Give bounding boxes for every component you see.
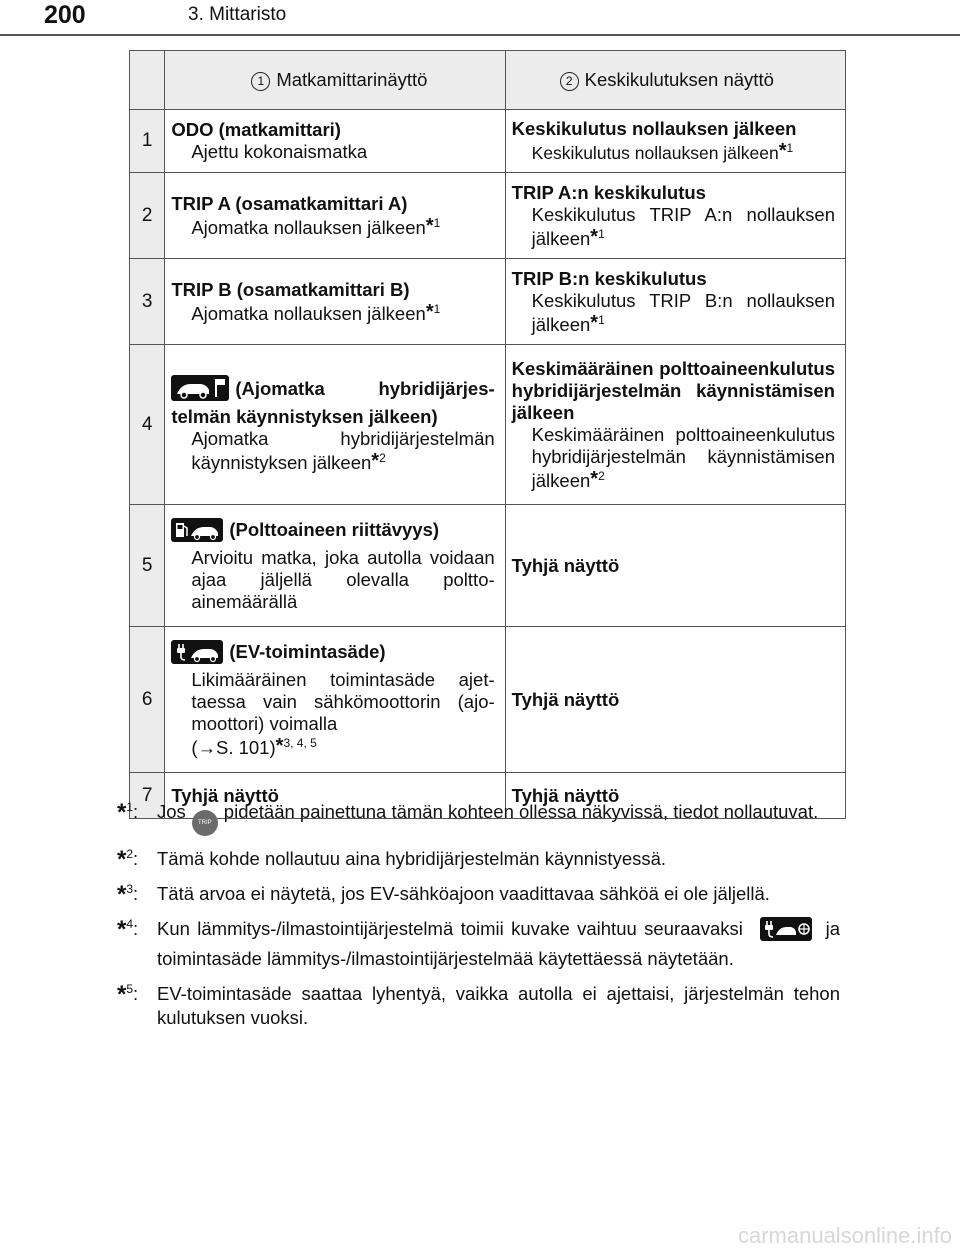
row-number: 7 (130, 773, 165, 819)
table-row (130, 173, 846, 259)
table-header-row (130, 51, 846, 110)
cell-title: Tyhjä näyttö (511, 554, 620, 576)
footnotes (117, 800, 840, 1041)
footnote-text: pidetään painettuna tämän kohteen ollessa näkyvissä, tiedot nollautuvat. (223, 801, 819, 822)
row-cell-b (505, 505, 845, 627)
footnote-ref: 2 (379, 450, 386, 465)
row-cell-b: Keskimääräinen polttoaineenkulutus hybridijärjestelmän käynnistämisen jälkeen Keskimääräinen polttoaineenkulutus hybridijärjestelmän käynnistämisen jälkeen*$^2$ (505, 345, 845, 505)
fuel-range-icon (171, 518, 223, 547)
row-number: 5 (130, 505, 165, 627)
footnote: *$^3$: Tätä arvoa ei näytetä, jos EV-sähköajoon vaadittavaa sähköä ei ole jäljellä. (117, 881, 770, 908)
cell-title: TRIP A:n keskikulutus (511, 181, 706, 203)
cell-title: Keskimääräinen polttoaineenkulutus hybridijärjestelmän käynnistämisen jälkeen (511, 357, 835, 423)
cell-title: (Ajomatka hybridijärjestelmän käynnistyksen jälkeen) (171, 378, 495, 427)
cell-title: TRIP A (osamatkamittari A) (171, 192, 408, 214)
display-table (129, 50, 846, 819)
cell-title: Tyhjä näyttö (511, 784, 620, 806)
hybrid-trip-icon (171, 375, 229, 406)
footnote-mark: 3 (126, 881, 134, 896)
header-empty-cell (130, 51, 165, 110)
cell-title: TRIP B (osamatkamittari B) (171, 278, 410, 300)
cell-desc: Ajomatka hybridijärjestelmän käynnistyksen jälkeen (191, 428, 495, 473)
section-title: 3. Mittaristo (188, 4, 287, 25)
page-number: 200 (44, 1, 86, 29)
row-cell-a: (EV-toimintasäde) Likimääräinen toimintasäde ajettaessa vain sähkömoottorin (ajomoottori) voimalla (→S. 101)*$^{3, 4, 5}$ (165, 627, 505, 773)
row-cell-a: TRIP B (osamatkamittari B) Ajomatka nollauksen jälkeen*$^1$ (165, 259, 505, 345)
header-rule (0, 34, 960, 36)
row-cell-a: (Ajomatka hybridijärjestelmän käynnistyksen jälkeen) Ajomatka hybridijärjestelmän käynnistyksen jälkeen*$^2$ (165, 345, 505, 505)
watermark: carmanualsonline.info (737, 1223, 952, 1248)
footnote-text: Tämä kohde nollautuu aina hybridijärjestelmän käynnistyessä. (157, 848, 667, 869)
row-cell-b: TRIP A:n keskikulutus Keskikulutus TRIP A:n nollauksen jälkeen*$^1$ (505, 173, 845, 259)
table-row (130, 345, 846, 505)
footnote-ref: 2 (598, 468, 605, 483)
row-number: 2 (130, 173, 165, 259)
footnote-ref: 1 (786, 141, 794, 156)
row-cell-b (505, 627, 845, 773)
cell-title: TRIP B:n keskikulutus (511, 267, 707, 289)
footnote-text: Jos (157, 801, 186, 822)
table-row (130, 110, 846, 173)
footnote-mark: 5 (126, 981, 134, 996)
header-col1 (165, 51, 505, 110)
footnote-ref: 1 (598, 226, 605, 241)
footnote: *$^2$: Tämä kohde nollautuu aina hybridijärjestelmän käynnistyessä. (117, 846, 667, 873)
footnote-ref: 1 (433, 215, 441, 230)
cell-title: (Polttoaineen riittävyys) (229, 519, 440, 540)
row-number: 3 (130, 259, 165, 345)
table-row (130, 505, 846, 627)
footnote-ref: 1 (433, 301, 441, 316)
cell-title: ODO (matkamittari) (171, 119, 341, 140)
circle-number: 1 (251, 72, 270, 91)
footnote-mark: 2 (126, 846, 134, 861)
footnote: *$^5$: EV-toimintasäde saattaa lyhentyä, vaikka autolla ei ajettaisi, järjestelmän tehon kulutuksen vuoksi. (117, 981, 840, 1028)
footnote-text: EV-toimintasäde saattaa lyhentyä, vaikka autolla ei ajettaisi, järjestelmän tehon kulutuksen vuoksi. (157, 983, 840, 1028)
ev-range-ac-icon (760, 917, 812, 947)
cell-desc: Likimääräinen toimintasäde ajettaessa vain sähkömoottorin (ajomoottori) voimalla (191, 669, 495, 734)
col1-label: Matkamittarinäyttö (276, 69, 428, 90)
circle-number: 2 (560, 72, 579, 91)
footnote-mark: 4 (126, 916, 134, 931)
ev-range-icon (171, 640, 223, 669)
cell-desc: Ajomatka nollauksen jälkeen (191, 216, 426, 238)
cell-desc: Keskikulutus nollauksen jälkeen (531, 143, 779, 163)
row-cell-a (165, 110, 505, 173)
footnote: *$^1$: JosTRIPpidetään painettuna tämän kohteen ollessa näkyvissä, tiedot nollautuvat. (117, 800, 840, 836)
footnote-text: Kun lämmitys-/ilmastointijärjestelmä toimii kuvake vaihtuu seuraavaksi (157, 918, 743, 939)
cell-title: Keskikulutus nollauksen jälkeen (511, 118, 797, 139)
footnote-ref: 1 (598, 312, 605, 327)
cell-desc: Arvioitu matka, joka autolla voidaan ajaa jäljellä olevalla polttoainemäärällä (191, 547, 495, 612)
footnote-text: ja toimintasäde lämmitys-/ilmastointijärjestelmää käytettäessä näytetään. (157, 918, 841, 969)
page-header (0, 0, 960, 38)
cell-title: (EV-toimintasäde) (229, 641, 386, 662)
cell-title: Tyhjä näyttö (171, 784, 279, 806)
footnote: *$^4$: Kun lämmitys-/ilmastointijärjestelmä toimii kuvake vaihtuu seuraavaksi ja toimintasäde lämmitys-/ilmastointijärjestelmää käytettäessä näytetään. (117, 916, 841, 969)
footnote-text: Tätä arvoa ei näytetä, jos EV-sähköajoon vaadittavaa sähköä ei ole jäljellä. (157, 883, 770, 904)
cell-desc: Keskikulutus TRIP A:n nollauksen jälkeen (531, 203, 835, 249)
row-number: 1 (130, 110, 165, 173)
footnote-ref: 3, 4, 5 (283, 735, 317, 750)
page-reference-link[interactable]: (→S. 101) (191, 737, 276, 758)
row-number: 4 (130, 345, 165, 505)
row-number: 6 (130, 627, 165, 773)
cell-title: Tyhjä näyttö (511, 688, 620, 710)
cell-desc: Keskimääräinen polttoaineenkulutus hybridijärjestelmän käynnistämisen jälkeen (531, 423, 835, 491)
row-cell-a: TRIP A (osamatkamittari A) Ajomatka nollauksen jälkeen*$^1$ (165, 173, 505, 259)
table-row (130, 259, 846, 345)
footnote-mark: 1 (126, 799, 134, 814)
cell-desc: Keskikulutus TRIP B:n nollauksen jälkeen (531, 289, 835, 335)
row-cell-b: TRIP B:n keskikulutus Keskikulutus TRIP B:n nollauksen jälkeen*$^1$ (505, 259, 845, 345)
table-row (130, 627, 846, 773)
row-cell-a (165, 505, 505, 627)
row-cell-b: Keskikulutus nollauksen jälkeen Keskikulutus nollauksen jälkeen*$^1$ (505, 110, 845, 173)
cell-desc: Ajomatka nollauksen jälkeen (191, 302, 426, 324)
header-col2 (505, 51, 845, 110)
col2-label: Keskikulutuksen näyttö (584, 69, 774, 90)
trip-button-icon: TRIP (192, 810, 218, 836)
cell-desc: Ajettu kokonaismatka (191, 141, 368, 162)
